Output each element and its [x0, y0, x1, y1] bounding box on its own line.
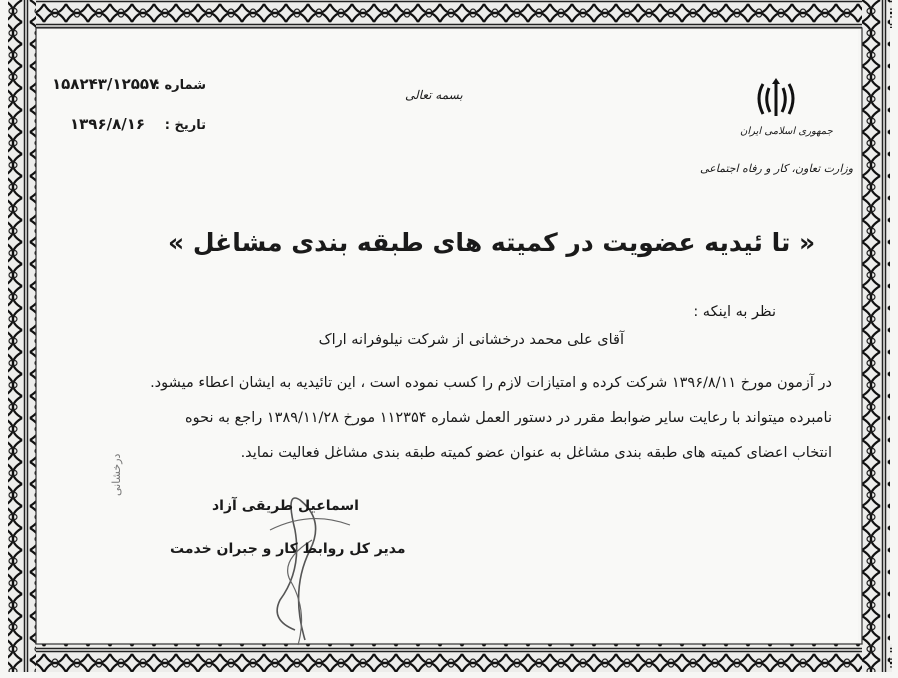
- body-line-1: در آزمون مورخ ۱۳۹۶/۸/۱۱ شرکت کرده و امتیازات لازم را کسب نموده است ، این تائیدیه به ایشان اعطاء میشود.: [150, 375, 832, 391]
- date-value: ۱۳۹۶/۸/۱۶: [70, 115, 146, 133]
- emblem-ministry: وزارت تعاون، کار و رفاه اجتماعی: [700, 162, 854, 175]
- certificate-title: « تا ئیدیه عضویت در کمیته های طبقه بندی مشاغل »: [168, 228, 816, 257]
- number-label: شماره :: [154, 78, 206, 93]
- basmala: بسمه تعالی: [405, 88, 463, 102]
- signature-scribble: [250, 470, 360, 650]
- person-line: آقای علی محمد درخشانی از شرکت نیلوفرانه اراک: [318, 332, 624, 348]
- signatory-name: اسماعیل طریقی آزاد: [212, 498, 359, 514]
- number-value: ۱۵۸۲۴۳/۱۲۵۵۷: [52, 75, 159, 93]
- intro-text: نظر به اینکه :: [693, 304, 776, 320]
- date-label: تاریخ :: [164, 118, 206, 133]
- body-line-2: نامبرده میتواند با رعایت سایر ضوابط مقرر در دستور العمل شماره ۱۱۲۳۵۴ مورخ ۱۳۸۹/۱۱/۲۸ راجع به نحوه: [185, 410, 832, 426]
- emblem-country: جمهوری اسلامی ایران: [740, 126, 833, 137]
- body-line-3: انتخاب اعضای کمیته های طبقه بندی مشاغل به عنوان عضو کمیته طبقه بندی مشاغل فعالیت نماید.: [240, 445, 832, 461]
- margin-note: درخشانی: [110, 453, 123, 496]
- iran-emblem-icon: [753, 76, 799, 122]
- signatory-position: مدیر کل روابط کار و جبران خدمت: [170, 541, 406, 557]
